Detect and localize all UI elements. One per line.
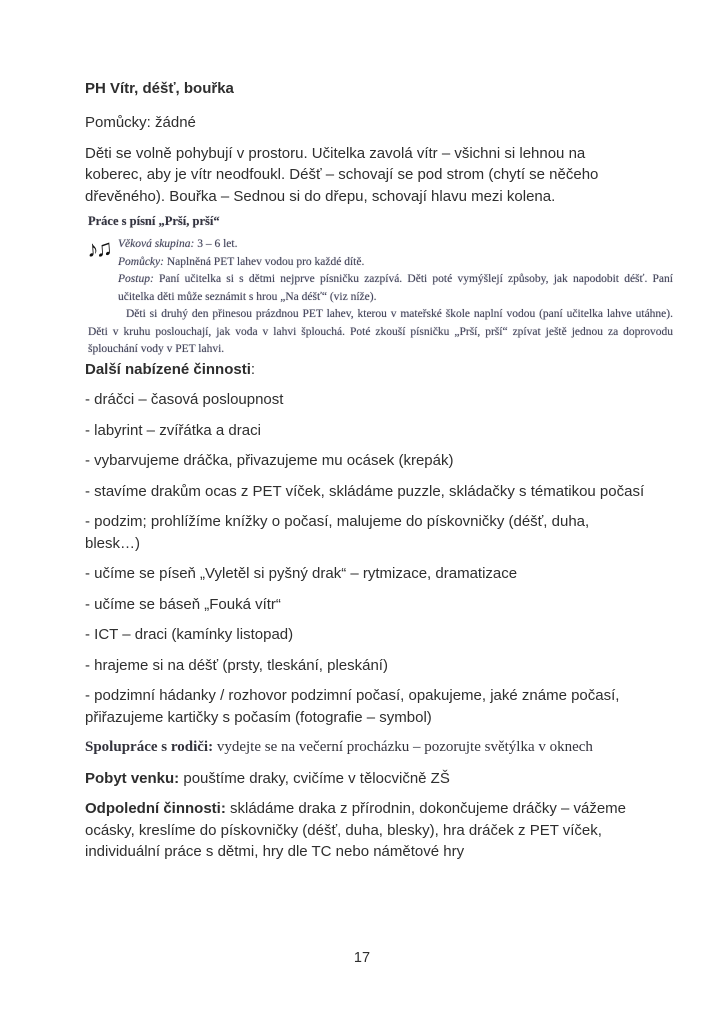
- activities-heading-colon: :: [250, 360, 256, 378]
- pomucky-line: Pomůcky: žádné: [85, 114, 196, 131]
- parents-cooperation-text: vydejte se na večerní procházku – pozorujte světýlka v oknech: [213, 739, 593, 755]
- tools-label: Pomůcky:: [118, 255, 164, 268]
- age-group-value: 3 – 6 let.: [194, 238, 238, 250]
- activity-item: - labyrint – zvířátka a draci: [85, 421, 261, 439]
- page-heading: PH Vítr, déšť, bouřka: [85, 80, 234, 97]
- page-number: 17: [353, 950, 371, 966]
- song-block-title: Práce s písní „Prší, prší“: [88, 214, 220, 228]
- steps-line: [88, 271, 673, 306]
- afternoon-activities-label: Odpolední činnosti:: [85, 800, 226, 817]
- outdoor-text: pouštíme draky, cvičíme v tělocvičně ZŠ: [179, 769, 450, 787]
- activities-heading: [85, 359, 645, 381]
- activities-heading-label: Další nabízené činnosti: [85, 360, 251, 378]
- activity-item: - vybarvujeme dráčka, přivazujeme mu ocásek (krepák): [85, 452, 454, 469]
- steps-label: Postup:: [118, 273, 154, 285]
- activity-item: - stavíme drakům ocas z PET víček, skládáme puzzle, skládačky s tématikou počasí: [85, 482, 645, 500]
- activity-item: - ICT – draci (kamínky listopad): [85, 626, 294, 643]
- afternoon-activities-line: [85, 798, 645, 863]
- activity-item: - učíme se píseň „Vyletěl si pyšný drak“ – rytmizace, dramatizace: [85, 565, 518, 582]
- parents-cooperation-line: [85, 737, 645, 759]
- outdoor-label: Pobyt venku:: [85, 769, 180, 787]
- activity-item: - podzimní hádanky / rozhovor podzimní počasí, opakujeme, jaké známe počasí, přiřazujeme kartičky s počasím (fotografie – symbol): [85, 687, 620, 726]
- steps-value: Paní učitelka si s dětmi nejprve písničku zazpívá. Děti poté vymýšlejí způsoby, jak napodobit déšť. Paní učitelka děti může seznámit s hrou „Na déšť“ (viz níže).: [118, 273, 673, 303]
- song-block-paragraph2: Děti si druhý den přinesou prázdnou PET lahev, kterou v mateřské škole naplní vodou (paní učitelka lahve utáhne). Děti v kruhu poslouchají, jak voda v lahvi šplouchá. Poté zkouší písničku „Prší, prší“ zpívat ještě jednou za doprovodu šplouchání vody v PET lahvi.: [88, 308, 673, 355]
- song-block-body: [88, 236, 673, 359]
- music-notes-icon: ♪♫: [86, 235, 111, 263]
- intro-paragraph: Děti se volně pohybují v prostoru. Učitelka zavolá vítr – všichni si lehnou na koberec, aby je vítr neodfoukl. Déšť – schovají se pod strom (chytí se něčeho dřevěného). Bouřka – Sednou si do dřepu, schovají hlavu mezi kolena.: [85, 144, 599, 205]
- tools-value: Naplněná PET lahev vodou pro každé dítě.: [163, 255, 365, 268]
- activity-item: - hrajeme si na déšť (prsty, tleskání, pleskání): [85, 656, 388, 674]
- age-group-line: [88, 236, 673, 254]
- parents-cooperation-label: Spolupráce s rodiči:: [85, 739, 214, 755]
- afternoon-activities-text: skládáme draka z přírodnin, dokončujeme dráčky – vážeme ocásky, kreslíme do pískovničky (déšť, duha, blesky), hra dráček z PET víček, individuální práce s dětmi, hry dle TC nebo námětové hry: [85, 800, 627, 860]
- song-activity-scan-block: [88, 213, 673, 359]
- age-group-label: Věková skupina:: [118, 238, 195, 250]
- activity-item: - podzim; prohlížíme knížky o počasí, malujeme do pískovničky (déšť, duha, blesk…): [85, 513, 590, 552]
- outdoor-line: [85, 768, 645, 790]
- activity-item: - dráčci – časová posloupnost: [85, 391, 284, 408]
- activity-item: - učíme se báseň „Fouká vítr“: [85, 595, 281, 613]
- tools-line: [88, 254, 673, 272]
